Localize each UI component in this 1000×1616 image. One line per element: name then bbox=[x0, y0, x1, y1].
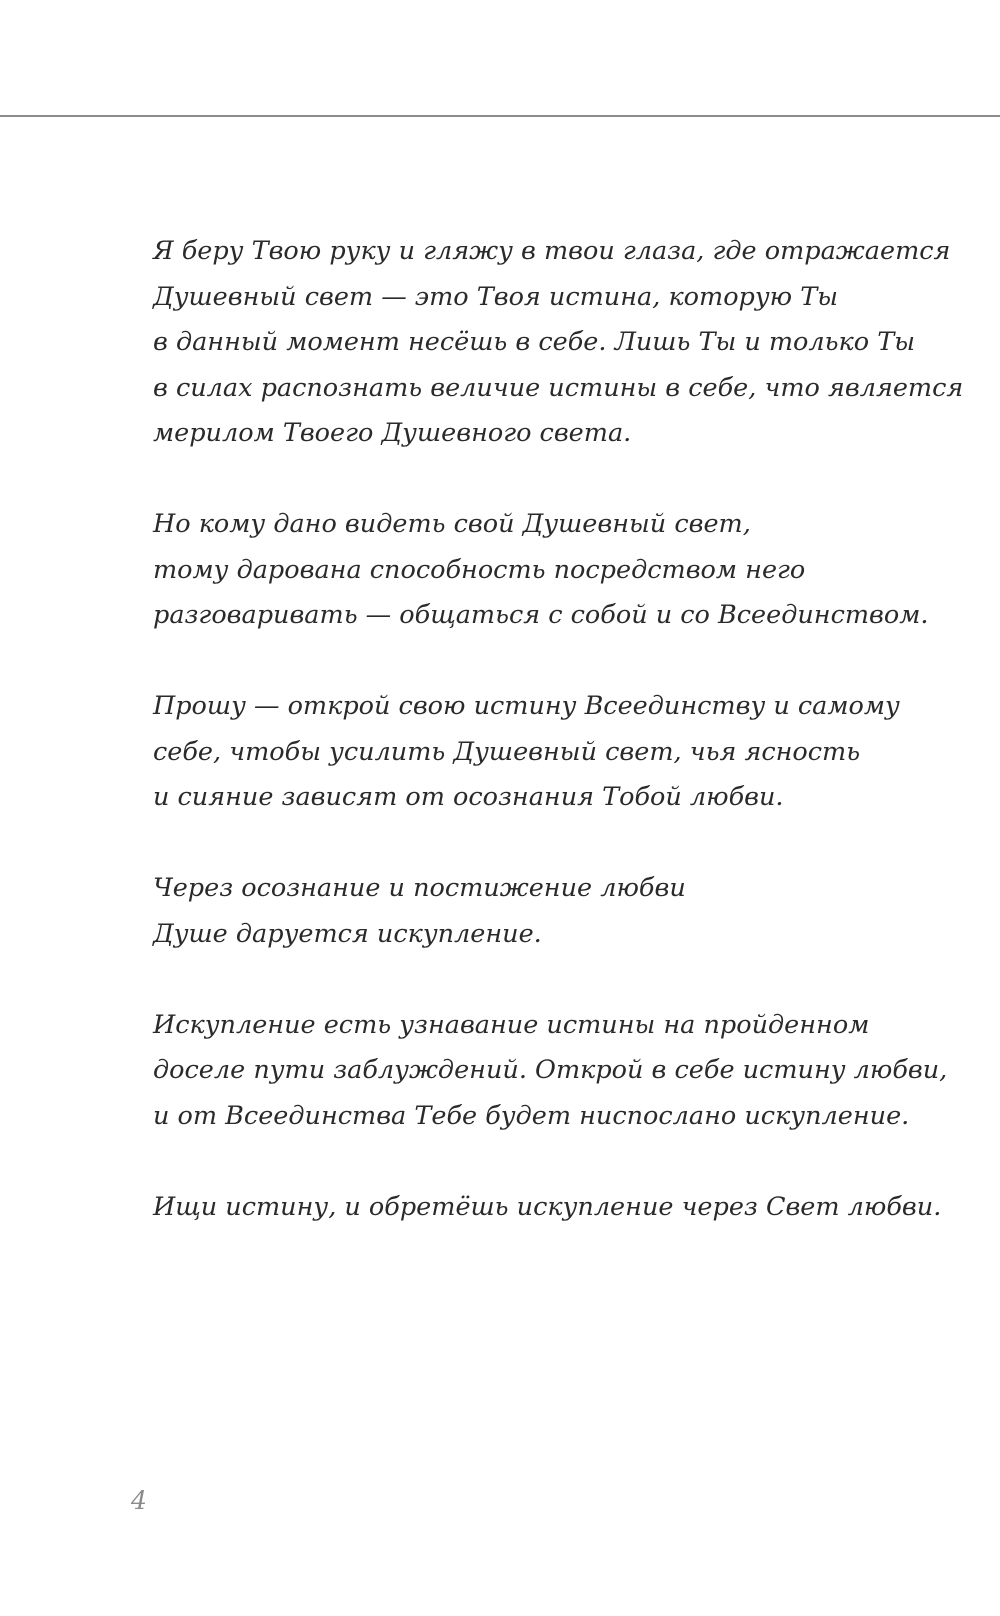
text-line: Душе даруется искупление. bbox=[153, 918, 542, 949]
paragraph-5 bbox=[153, 1003, 948, 1140]
text-line: себе, чтобы усилить Душевный свет, чья ясность bbox=[153, 736, 861, 767]
paragraph-4 bbox=[153, 866, 913, 957]
page-number: 4 bbox=[131, 1486, 147, 1515]
text-line: и сияние зависят от осознания Тобой любви. bbox=[153, 782, 784, 812]
paragraph-2 bbox=[153, 502, 929, 639]
paragraph-3 bbox=[153, 684, 913, 821]
text-line: Через осознание и постижение любви bbox=[153, 873, 686, 903]
paragraph-6 bbox=[153, 1185, 942, 1231]
body-text bbox=[153, 229, 964, 1276]
text-line: и от Всеединства Тебе будет ниспослано искупление. bbox=[153, 1100, 910, 1131]
text-line: Душевный свет — это Твоя истина, которую Ты bbox=[153, 281, 839, 312]
text-line: Ищи истину, и обретёшь искупление через Свет любви. bbox=[153, 1191, 942, 1222]
text-line: доселе пути заблуждений. Открой в себе истину любви, bbox=[153, 1055, 948, 1085]
text-line: Искупление есть узнавание истины на пройденном bbox=[153, 1009, 870, 1040]
text-line: в данный момент несёшь в себе. Лишь Ты и только Ты bbox=[153, 327, 915, 357]
text-line: в силах распознать величие истины в себе, что является bbox=[153, 372, 964, 403]
text-line: Я беру Твою руку и гляжу в твои глаза, где отражается bbox=[153, 236, 951, 266]
text-line: разговаривать — общаться с собой и со Всеединством. bbox=[153, 600, 929, 630]
text-line: тому дарована способность посредством него bbox=[153, 554, 806, 585]
header-rule bbox=[0, 115, 1000, 117]
text-line: мерилом Твоего Душевного света. bbox=[153, 418, 632, 448]
text-line: Но кому дано видеть свой Душевный свет, bbox=[153, 509, 751, 539]
paragraph-1 bbox=[153, 229, 964, 457]
text-line: Прошу — открой свою истину Всеединству и самому bbox=[153, 691, 900, 721]
